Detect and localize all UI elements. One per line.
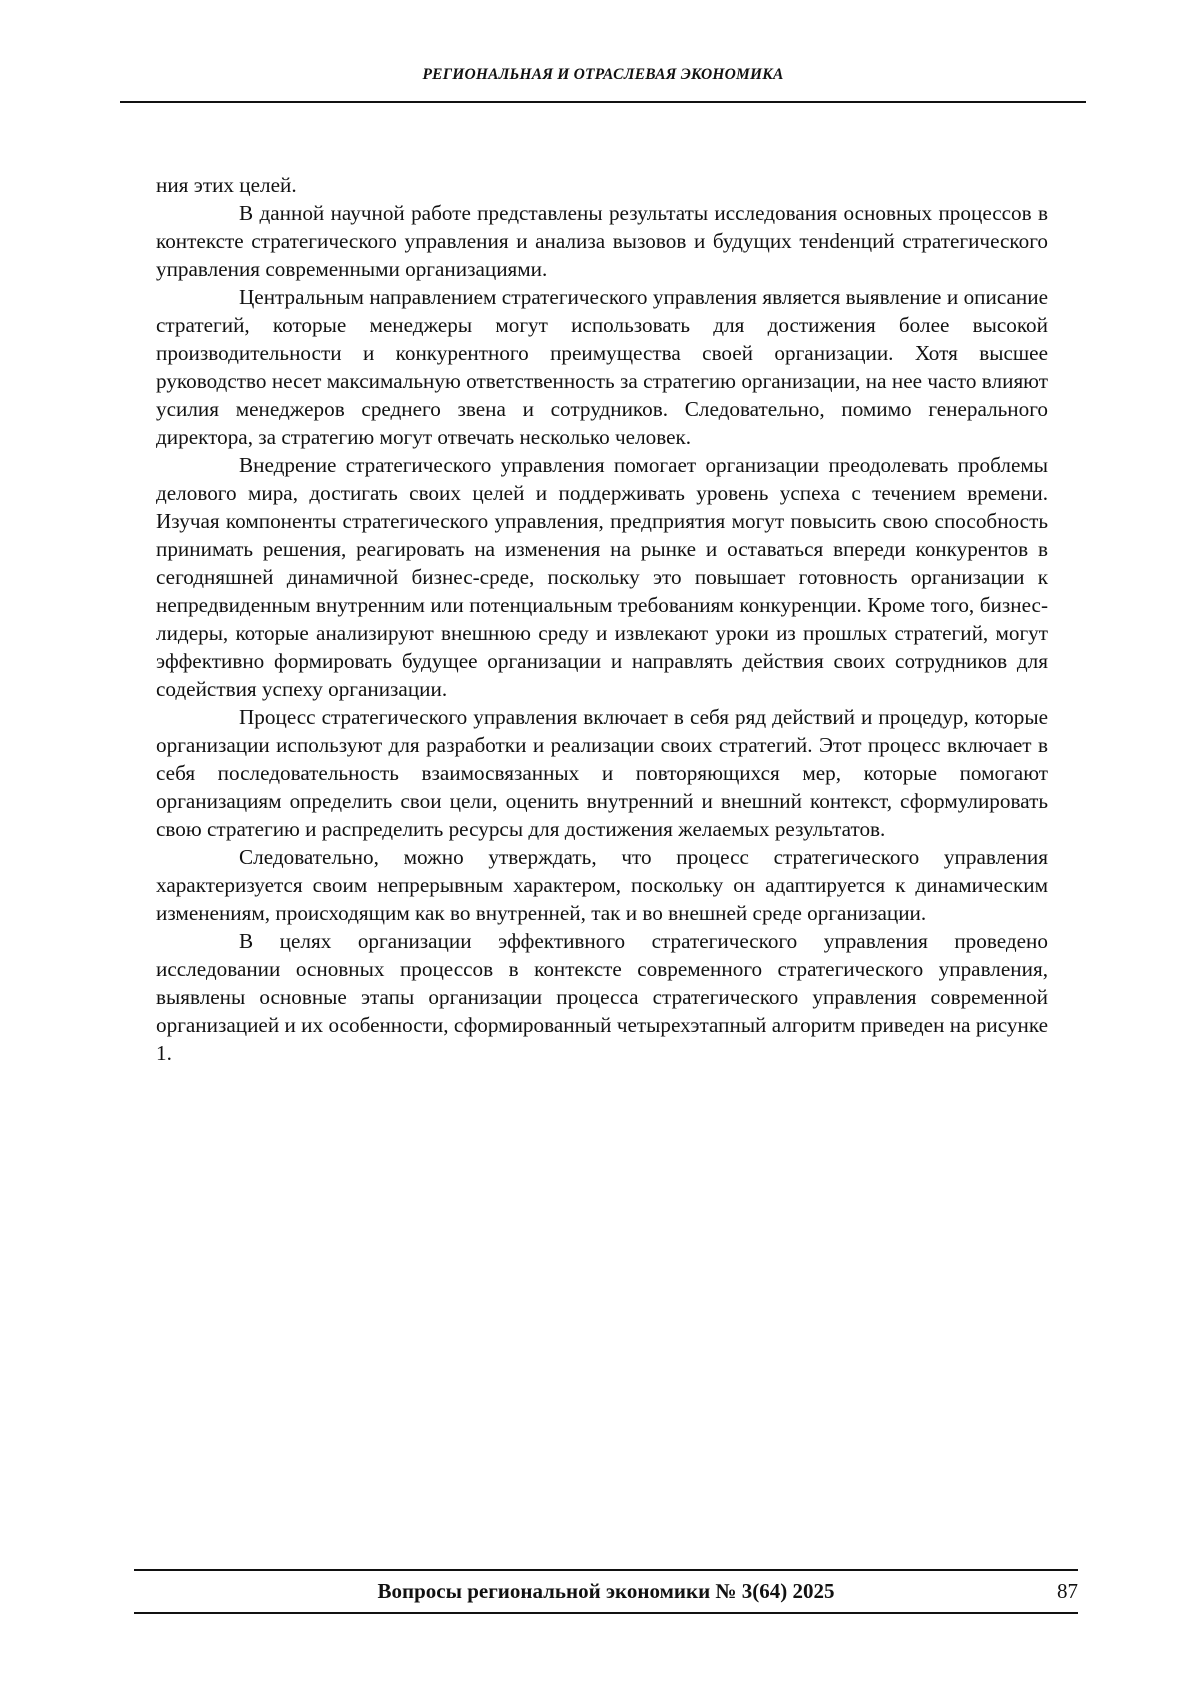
- page-number: 87: [1057, 1579, 1078, 1603]
- journal-title: Вопросы региональной экономики № 3(64) 2025: [377, 1579, 835, 1603]
- article-body: [156, 171, 1048, 1067]
- paragraph-algorithm: В целях организации эффективного стратегического управления проведено исследовании основных процессов в контексте современного стратегического управления, выявлены основные этапы организации процесса стратегического управления современной организацией и их особенности, сформированный четырехэтапный алгоритм приведен на рисунке 1.: [156, 929, 1048, 1065]
- paragraph-research-scope: В данной научной работе представлены результаты исследования основных процессов в контексте стратегического управления и анализа вызовов и будущих тенdенций стратегического управления современными организациями.: [156, 201, 1048, 281]
- paragraph-implementation: Внедрение стратегического управления помогает организации преодолевать проблемы делового мира, достигать своих целей и поддерживать уровень успеха с течением времени. Изучая компоненты стратегического управления, предприятия могут повысить свою способность принимать решения, реагировать на изменения на рынке и оставаться впереди конкурентов в сегодняшней динамичной бизнес-среде, поскольку это повышает готовность организации к непредвиденным внутренним или потенциальным требованиям конкуренции. Кроме того, бизнес-лидеры, которые анализируют внешнюю среду и извлекают уроки из прошлых стратегий, могут эффективно формировать будущее организации и направлять действия своих сотрудников для содействия успеху организации.: [156, 453, 1048, 701]
- footer-rule-bottom: [134, 1612, 1078, 1614]
- paragraph-continuity: Следовательно, можно утверждать, что процесс стратегического управления характеризуется своим непрерывным характером, поскольку он адаптируется к динамическим изменениям, происходящим как во внутренней, так и во внешней среде организации.: [156, 845, 1048, 925]
- header-rule: [120, 101, 1086, 103]
- paragraph-continuation: ния этих целей.: [156, 173, 297, 197]
- paragraph-strategy-direction: Центральным направлением стратегического управления является выявление и описание стратегий, которые менеджеры могут использовать для достижения более высокой производительности и конкурентного преимущества своей организации. Хотя высшее руководство несет максимальную ответственность за стратегию организации, на нее часто влияют усилия менеджеров среднего звена и сотрудников. Следовательно, помимо генерального директора, за стратегию могут отвечать несколько человек.: [156, 285, 1048, 449]
- footer-rule-top: [134, 1569, 1078, 1571]
- running-header: РЕГИОНАЛЬНАЯ И ОТРАСЛЕВАЯ ЭКОНОМИКА: [422, 66, 784, 83]
- paragraph-process: Процесс стратегического управления включает в себя ряд действий и процедур, которые организации используют для разработки и реализации своих стратегий. Этот процесс включает в себя последовательность взаимосвязанных и повторяющихся мер, которые помогают организациям определить свои цели, оценить внутренний и внешний контекст, сформулировать свою стратегию и распределить ресурсы для достижения желаемых результатов.: [156, 705, 1048, 841]
